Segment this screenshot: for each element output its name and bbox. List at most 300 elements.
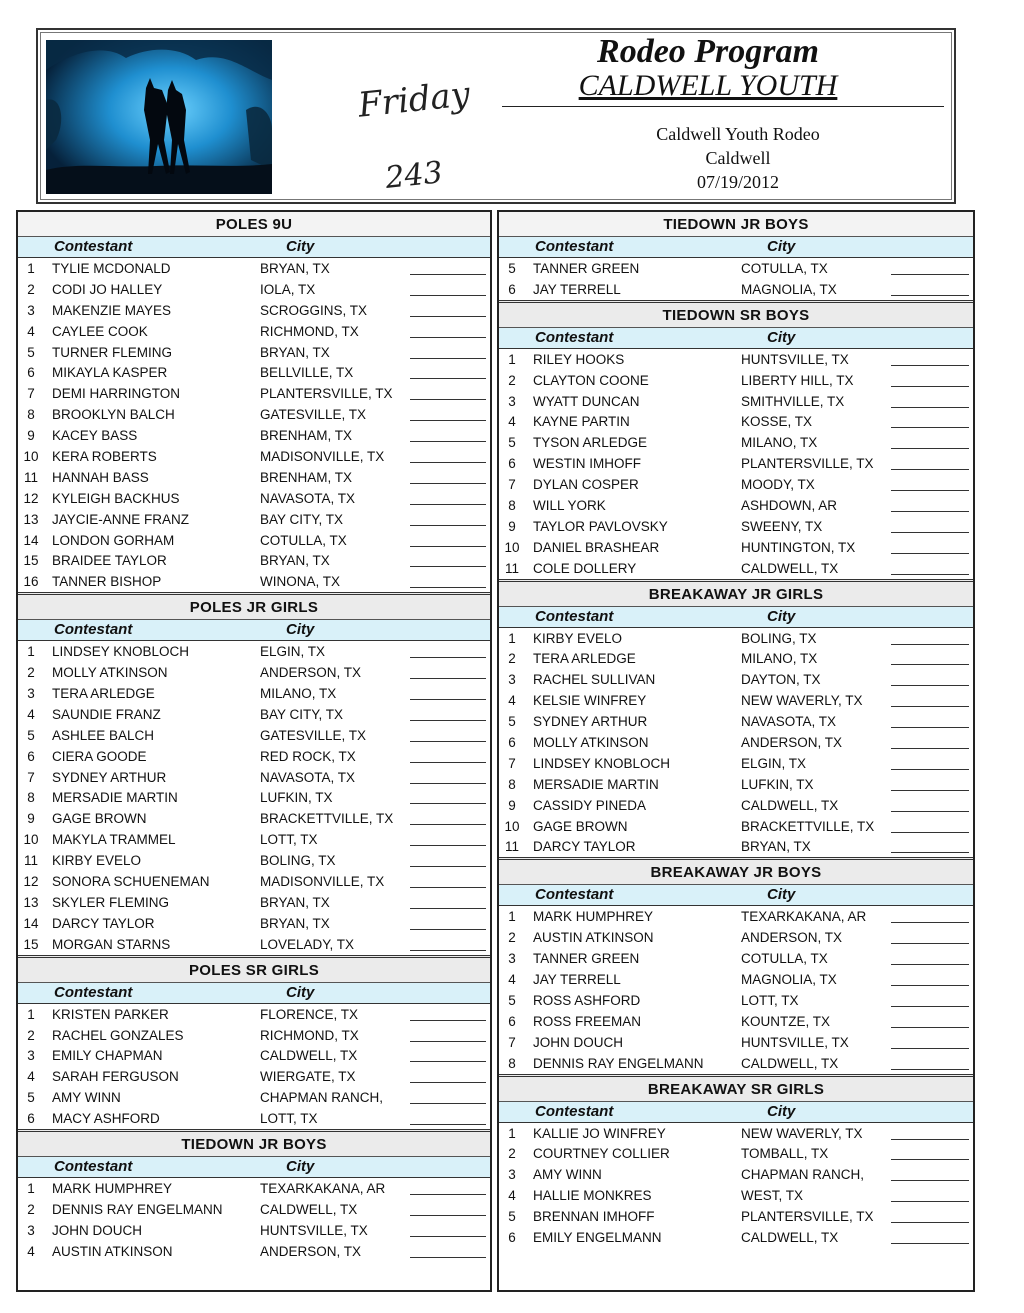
contestant-name: KRISTEN PARKER (52, 1006, 169, 1022)
time-entry-line (410, 420, 486, 421)
contestant-city: ELGIN, TX (741, 755, 807, 771)
draw-number: 5 (508, 435, 516, 451)
draw-number: 8 (508, 776, 516, 792)
contestant-row (18, 509, 490, 530)
time-entry-line (891, 769, 969, 770)
section-title: TIEDOWN JR BOYS (18, 1129, 490, 1157)
contestant-name: ROSS ASHFORD (533, 992, 641, 1008)
contestant-name: JAYCIE-ANNE FRANZ (52, 511, 190, 527)
draw-number: 1 (27, 1006, 35, 1022)
contestant-name: TANNER BISHOP (52, 574, 162, 590)
contestant-row (18, 1199, 490, 1220)
draw-number: 1 (508, 1125, 516, 1141)
contestant-row (499, 411, 973, 432)
time-entry-line (410, 546, 486, 547)
time-entry-line (891, 811, 969, 812)
contestant-row (499, 690, 973, 711)
time-entry-line (891, 1069, 969, 1070)
handwritten-number: 243 (383, 155, 445, 196)
time-entry-line (891, 1222, 969, 1223)
draw-number: 10 (504, 818, 520, 834)
draw-number: 15 (23, 553, 39, 569)
event-section (499, 212, 973, 300)
contestant-city: RICHMOND, TX (260, 1027, 359, 1043)
time-entry-line (891, 365, 969, 366)
contestant-name: MERSADIE MARTIN (52, 790, 178, 806)
contestant-name: MIKAYLA KASPER (52, 365, 168, 381)
event-section (499, 1074, 973, 1248)
time-entry-line (891, 1159, 969, 1160)
contestant-name: WESTIN IMHOFF (533, 456, 641, 472)
time-entry-line (891, 1180, 969, 1181)
contestant-city: HUNTSVILLE, TX (741, 351, 849, 367)
contestant-row (499, 1123, 973, 1144)
contestant-city: ANDERSON, TX (260, 665, 362, 681)
draw-number: 2 (27, 1201, 35, 1217)
contestant-header: Contestant (535, 1102, 614, 1120)
time-entry-line (891, 1201, 969, 1202)
event-section (499, 300, 973, 579)
draw-number: 9 (508, 797, 516, 813)
contestant-row (18, 1045, 490, 1066)
time-entry-line (891, 274, 969, 275)
draw-number: 16 (23, 574, 39, 590)
contestant-row (499, 1227, 973, 1248)
contestant-city: BRYAN, TX (260, 344, 330, 360)
column-header-row (18, 1157, 490, 1178)
time-entry-line (891, 748, 969, 749)
time-entry-line (410, 1236, 486, 1237)
contestant-city: FLORENCE, TX (260, 1006, 359, 1022)
contestant-name: RILEY HOOKS (533, 351, 625, 367)
section-title: POLES JR GIRLS (18, 592, 490, 620)
contestant-row (499, 1143, 973, 1164)
contestant-row (18, 404, 490, 425)
contestant-name: MAKENZIE MAYES (52, 302, 172, 318)
contestant-city: GATESVILLE, TX (260, 727, 367, 743)
horse-silhouette-image (46, 40, 272, 194)
time-entry-line (410, 866, 486, 867)
contestant-row (499, 795, 973, 816)
contestant-city: LUFKIN, TX (260, 790, 333, 806)
city-header: City (286, 621, 315, 639)
section-title: TIEDOWN SR BOYS (499, 300, 973, 328)
contestant-city: PLANTERSVILLE, TX (741, 456, 874, 472)
contestant-city: CALDWELL, TX (260, 1201, 358, 1217)
section-title: BREAKAWAY SR GIRLS (499, 1074, 973, 1102)
city-header: City (286, 1157, 315, 1175)
contestant-name: KAYNE PARTIN (533, 414, 630, 430)
contestant-city: HUNTSVILLE, TX (260, 1222, 368, 1238)
contestant-row (499, 474, 973, 495)
time-entry-line (410, 678, 486, 679)
draw-number: 1 (508, 909, 516, 925)
contestant-name: TERA ARLEDGE (533, 651, 636, 667)
draw-number: 10 (504, 539, 520, 555)
contestant-city: BRYAN, TX (260, 894, 330, 910)
contestant-city: TOMBALL, TX (741, 1146, 829, 1162)
draw-number: 2 (27, 665, 35, 681)
contestant-city: MAGNOLIA, TX (741, 972, 837, 988)
contestant-name: CAYLEE COOK (52, 323, 148, 339)
contestant-row (18, 641, 490, 662)
contestant-row (18, 808, 490, 829)
draw-number: 10 (23, 832, 39, 848)
contestant-city: BRACKETTVILLE, TX (741, 818, 875, 834)
contestant-row (499, 1185, 973, 1206)
contestant-header: Contestant (54, 983, 133, 1001)
time-entry-line (410, 845, 486, 846)
city-header: City (767, 238, 796, 255)
draw-number: 5 (27, 727, 35, 743)
contestant-row (499, 1032, 973, 1053)
time-entry-line (410, 657, 486, 658)
event-section (499, 857, 973, 1073)
contestant-row (18, 1241, 490, 1262)
contestant-row (18, 934, 490, 955)
time-entry-line (891, 386, 969, 387)
contestant-city: BAY CITY, TX (260, 706, 344, 722)
contestant-name: TERA ARLEDGE (52, 686, 155, 702)
time-entry-line (410, 1124, 486, 1125)
draw-number: 4 (508, 972, 516, 988)
contestant-name: RACHEL SULLIVAN (533, 672, 656, 688)
draw-number: 2 (508, 372, 516, 388)
time-entry-line (891, 852, 969, 853)
contestant-row (499, 969, 973, 990)
draw-number: 13 (23, 511, 39, 527)
column-header-row (499, 1102, 973, 1123)
contestant-name: SAUNDIE FRANZ (52, 706, 161, 722)
horse-photo (46, 40, 272, 194)
contestant-name: JOHN DOUCH (533, 1034, 623, 1050)
contestant-name: COURTNEY COLLIER (533, 1146, 670, 1162)
contestant-header: Contestant (535, 607, 614, 625)
contestant-name: MACY ASHFORD (52, 1111, 160, 1127)
contestant-city: CALDWELL, TX (741, 1229, 839, 1245)
contestant-city: HUNTINGTON, TX (741, 539, 856, 555)
contestant-name: SYDNEY ARTHUR (533, 714, 648, 730)
draw-number: 10 (23, 449, 39, 465)
draw-number: 9 (27, 811, 35, 827)
time-entry-line (891, 664, 969, 665)
time-entry-line (410, 337, 486, 338)
contestant-city: WINONA, TX (260, 574, 341, 590)
draw-number: 1 (27, 261, 35, 276)
program-subtitle: CALDWELL YOUTH (578, 69, 838, 102)
contestant-city: ANDERSON, TX (741, 735, 843, 751)
time-entry-line (410, 441, 486, 442)
city-header: City (286, 238, 315, 255)
contestant-row (18, 683, 490, 704)
time-entry-line (410, 783, 486, 784)
contestant-city: MOODY, TX (741, 477, 815, 493)
contestant-row (499, 927, 973, 948)
contestant-row (499, 753, 973, 774)
contestant-row (18, 1087, 490, 1108)
contestant-name: TAYLOR PAVLOVSKY (533, 518, 668, 534)
contestant-name: ASHLEE BALCH (52, 727, 155, 743)
contestant-row (18, 746, 490, 767)
event-date: 07/19/2012 (696, 172, 779, 192)
time-entry-line (410, 504, 486, 505)
contestant-city: CALDWELL, TX (741, 1055, 839, 1071)
draw-number: 6 (508, 735, 516, 751)
contestant-row (18, 1108, 490, 1129)
contestant-header: Contestant (535, 886, 614, 904)
contestant-city: GATESVILLE, TX (260, 407, 367, 423)
contestant-row (18, 550, 490, 571)
draw-number: 4 (27, 706, 35, 722)
contestant-city: BRACKETTVILLE, TX (260, 811, 394, 827)
time-entry-line (410, 483, 486, 484)
contestant-city: COTULLA, TX (741, 951, 828, 967)
contestant-city: NAVASOTA, TX (741, 714, 837, 730)
contestant-row (18, 300, 490, 321)
contestant-city: COTULLA, TX (741, 261, 828, 276)
contestant-name: TYSON ARLEDGE (533, 435, 648, 451)
draw-number: 11 (504, 560, 519, 576)
contestant-city: NAVASOTA, TX (260, 490, 356, 506)
contestant-city: CHAPMAN RANCH, (260, 1090, 384, 1106)
contestant-city: MILANO, TX (741, 651, 818, 667)
time-entry-line (891, 985, 969, 986)
event-section (18, 1129, 490, 1262)
column-header-row (499, 237, 973, 258)
contestant-city: SCROGGINS, TX (260, 302, 368, 318)
contestant-row (499, 836, 973, 857)
contestant-city: MILANO, TX (260, 686, 337, 702)
time-entry-line (410, 741, 486, 742)
contestant-city: BRYAN, TX (260, 261, 330, 276)
contestant-name: RACHEL GONZALES (52, 1027, 184, 1043)
contestant-name: TURNER FLEMING (52, 344, 173, 360)
time-entry-line (410, 316, 486, 317)
contestant-name: MERSADIE MARTIN (533, 776, 659, 792)
contestant-city: LIBERTY HILL, TX (741, 372, 854, 388)
contestant-name: DYLAN COSPER (533, 477, 639, 493)
contestant-city: WEST, TX (741, 1188, 804, 1204)
contestant-city: SWEENY, TX (741, 518, 823, 534)
draw-number: 3 (27, 1048, 35, 1064)
time-entry-line (410, 295, 486, 296)
draw-number: 6 (27, 1111, 35, 1127)
contestant-row (18, 1004, 490, 1025)
contestant-city: ELGIN, TX (260, 644, 326, 660)
section-title: POLES 9U (18, 212, 490, 237)
contestant-name: CIERA GOODE (52, 748, 147, 764)
draw-number: 5 (508, 714, 516, 730)
contestant-header: Contestant (535, 328, 614, 346)
contestant-city: COTULLA, TX (260, 532, 347, 548)
contestant-name: KACEY BASS (52, 428, 138, 444)
contestant-city: MAGNOLIA, TX (741, 281, 837, 297)
draw-number: 5 (508, 1209, 516, 1225)
contestant-row (499, 1164, 973, 1185)
draw-number: 6 (27, 365, 35, 381)
contestant-name: KYLEIGH BACKHUS (52, 490, 180, 506)
contestant-row (18, 258, 490, 279)
time-entry-line (410, 1103, 486, 1104)
contestant-city: NAVASOTA, TX (260, 769, 356, 785)
left-column (16, 210, 492, 1292)
contestant-name: TYLIE MCDONALD (52, 261, 171, 276)
draw-number: 4 (508, 414, 516, 430)
contestant-city: MADISONVILLE, TX (260, 449, 385, 465)
time-entry-line (891, 644, 969, 645)
contestant-row (499, 370, 973, 391)
time-entry-line (410, 587, 486, 588)
time-entry-line (410, 699, 486, 700)
contestant-city: PLANTERSVILLE, TX (741, 1209, 874, 1225)
time-entry-line (891, 427, 969, 428)
contestant-row (18, 530, 490, 551)
contestant-name: WYATT DUNCAN (533, 393, 640, 409)
draw-number: 11 (23, 853, 38, 869)
time-entry-line (891, 1243, 969, 1244)
time-entry-line (410, 1215, 486, 1216)
contestant-row (18, 725, 490, 746)
contestant-city: BOLING, TX (260, 853, 336, 869)
contestant-city: BOLING, TX (741, 630, 817, 646)
contestant-city: LOVELADY, TX (260, 936, 355, 952)
contestant-name: MAKYLA TRAMMEL (52, 832, 176, 848)
time-entry-line (410, 720, 486, 721)
contestant-row (499, 1053, 973, 1074)
contestant-name: JAY TERRELL (533, 972, 621, 988)
contestant-row (499, 816, 973, 837)
draw-number: 14 (23, 915, 39, 931)
contestant-row (18, 425, 490, 446)
program-header (36, 28, 956, 204)
time-entry-line (891, 1048, 969, 1049)
contestant-city: RICHMOND, TX (260, 323, 359, 339)
contestant-name: CASSIDY PINEDA (533, 797, 647, 813)
draw-number: 4 (27, 1069, 35, 1085)
contestant-row (499, 453, 973, 474)
contestant-row (499, 258, 973, 279)
draw-number: 5 (508, 261, 516, 276)
time-entry-line (410, 803, 486, 804)
contestant-row (18, 913, 490, 934)
contestant-city: ANDERSON, TX (741, 930, 843, 946)
time-entry-line (410, 908, 486, 909)
contestant-city: LOTT, TX (260, 1111, 318, 1127)
time-entry-line (891, 407, 969, 408)
contestant-name: ROSS FREEMAN (533, 1013, 642, 1029)
contestant-header: Contestant (54, 621, 133, 639)
time-entry-line (891, 685, 969, 686)
draw-number: 1 (508, 351, 516, 367)
contestant-row (18, 362, 490, 383)
contestant-name: KALLIE JO WINFREY (533, 1125, 666, 1141)
time-entry-line (410, 1041, 486, 1042)
contestant-name: MARK HUMPHREY (52, 1180, 173, 1196)
event-section (18, 212, 490, 592)
contestant-name: HALLIE MONKRES (533, 1188, 652, 1204)
contestant-city: KOSSE, TX (741, 414, 813, 430)
event-name: Caldwell Youth Rodeo (656, 124, 820, 144)
contestant-row (499, 516, 973, 537)
draw-number: 11 (23, 469, 38, 485)
time-entry-line (410, 762, 486, 763)
time-entry-line (891, 727, 969, 728)
contestant-row (499, 495, 973, 516)
right-column (497, 210, 975, 1292)
contestant-name: DARCY TAYLOR (533, 839, 636, 855)
contestant-row (499, 648, 973, 669)
contestant-city: IOLA, TX (260, 281, 316, 297)
contestant-city: BRYAN, TX (260, 915, 330, 931)
contestant-header: Contestant (535, 238, 614, 255)
time-entry-line (891, 532, 969, 533)
time-entry-line (891, 706, 969, 707)
contestant-name: KIRBY EVELO (533, 630, 623, 646)
city-header: City (286, 983, 315, 1001)
event-section (18, 592, 490, 954)
event-section (499, 579, 973, 858)
contestant-name: MORGAN STARNS (52, 936, 171, 952)
draw-number: 2 (27, 281, 35, 297)
draw-number: 6 (508, 456, 516, 472)
draw-number: 6 (508, 1013, 516, 1029)
column-header-row (18, 237, 490, 258)
contestant-row (18, 871, 490, 892)
contestant-row (18, 342, 490, 363)
time-entry-line (410, 462, 486, 463)
draw-number: 9 (508, 518, 516, 534)
contestant-name: AMY WINN (52, 1090, 121, 1106)
draw-number: 1 (508, 630, 516, 646)
contestant-name: KERA ROBERTS (52, 449, 157, 465)
contestant-city: TEXARKAKANA, AR (741, 909, 867, 925)
contestant-city: CALDWELL, TX (741, 560, 839, 576)
contestant-name: DANIEL BRASHEAR (533, 539, 660, 555)
time-entry-line (410, 929, 486, 930)
draw-number: 4 (27, 323, 35, 339)
draw-number: 3 (508, 951, 516, 967)
contestant-row (499, 628, 973, 649)
time-entry-line (891, 469, 969, 470)
time-entry-line (891, 490, 969, 491)
city-header: City (767, 886, 796, 904)
contestant-name: GAGE BROWN (533, 818, 628, 834)
draw-number: 12 (23, 490, 39, 506)
contestant-name: SARAH FERGUSON (52, 1069, 179, 1085)
contestant-row (18, 892, 490, 913)
event-location: Caldwell (705, 148, 771, 168)
contestant-row (499, 990, 973, 1011)
section-title: BREAKAWAY JR GIRLS (499, 579, 973, 607)
time-entry-line (891, 943, 969, 944)
contestant-city: KOUNTZE, TX (741, 1013, 831, 1029)
section-title: POLES SR GIRLS (18, 955, 490, 983)
contestant-name: JOHN DOUCH (52, 1222, 142, 1238)
contestant-city: LUFKIN, TX (741, 776, 814, 792)
draw-number: 4 (27, 1243, 35, 1259)
draw-number: 14 (23, 532, 39, 548)
time-entry-line (891, 553, 969, 554)
time-entry-line (891, 448, 969, 449)
draw-number: 7 (508, 755, 516, 771)
time-entry-line (891, 295, 969, 296)
draw-number: 12 (23, 874, 39, 890)
time-entry-line (891, 922, 969, 923)
title-divider (502, 106, 944, 107)
draw-number: 2 (508, 1146, 516, 1162)
contestant-city: BRENHAM, TX (260, 428, 353, 444)
contestant-name: EMILY CHAPMAN (52, 1048, 163, 1064)
